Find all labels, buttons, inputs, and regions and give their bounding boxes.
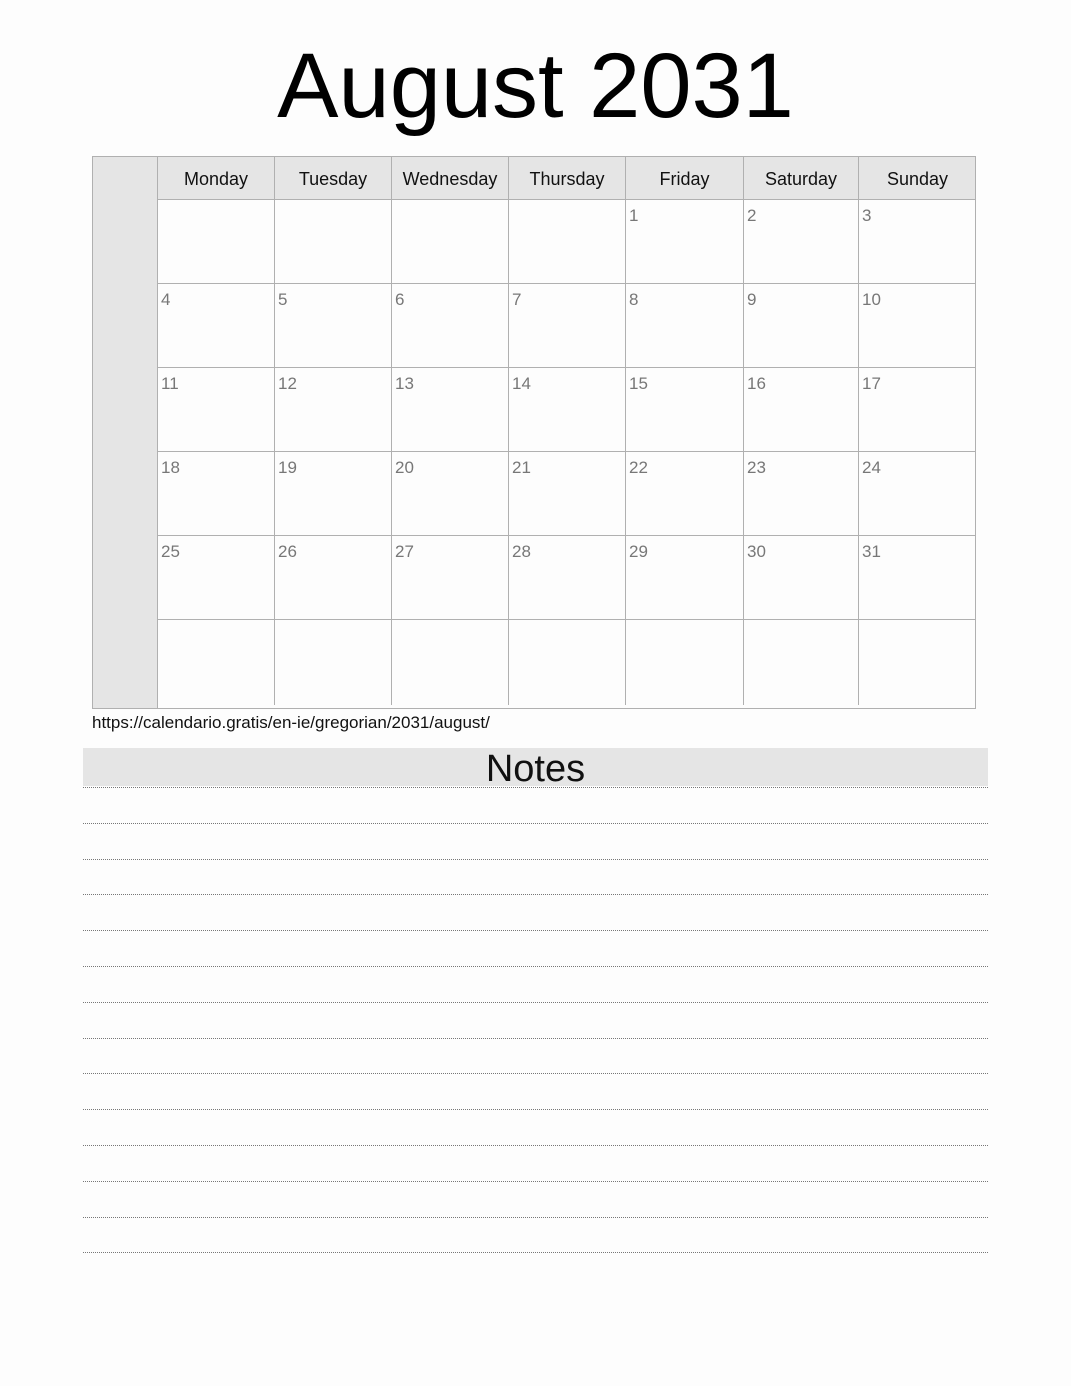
day-number: 9 — [747, 290, 757, 309]
day-cell[interactable] — [275, 620, 392, 705]
day-number: 13 — [395, 374, 414, 393]
day-cell[interactable] — [275, 368, 392, 451]
day-cell[interactable] — [744, 620, 859, 705]
day-number: 28 — [512, 542, 531, 561]
day-number: 20 — [395, 458, 414, 477]
day-cell[interactable] — [509, 620, 626, 705]
day-number: 11 — [161, 374, 179, 393]
day-cell[interactable] — [275, 284, 392, 367]
day-cell[interactable] — [626, 536, 744, 619]
day-number: 16 — [747, 374, 766, 393]
day-number: 30 — [747, 542, 766, 561]
weekday-wednesday: Wednesday — [392, 157, 509, 199]
day-number: 19 — [278, 458, 297, 477]
weekday-monday: Monday — [158, 157, 275, 199]
note-line — [83, 1073, 988, 1074]
day-number: 4 — [161, 290, 171, 309]
day-cell[interactable] — [626, 452, 744, 535]
notes-heading: Notes — [83, 748, 988, 786]
note-line — [83, 1252, 988, 1253]
day-cell[interactable] — [158, 284, 275, 367]
day-cell[interactable] — [744, 284, 859, 367]
day-cell[interactable] — [859, 536, 976, 619]
day-cell[interactable] — [744, 368, 859, 451]
day-cell[interactable] — [392, 200, 509, 283]
day-cell[interactable] — [509, 368, 626, 451]
day-number: 7 — [512, 290, 522, 309]
weekday-header — [158, 157, 975, 200]
day-cell[interactable] — [859, 452, 976, 535]
note-line — [83, 1217, 988, 1218]
day-cell[interactable] — [275, 536, 392, 619]
days-grid — [158, 200, 975, 708]
note-line — [83, 859, 988, 860]
day-cell[interactable] — [158, 620, 275, 705]
day-number: 24 — [862, 458, 881, 477]
day-number: 12 — [278, 374, 297, 393]
day-cell[interactable] — [859, 200, 976, 283]
note-line — [83, 823, 988, 824]
calendar-title: August 2031 — [277, 35, 794, 137]
day-number: 26 — [278, 542, 297, 561]
week-row — [158, 452, 975, 536]
note-line — [83, 1002, 988, 1003]
day-number: 27 — [395, 542, 414, 561]
day-number: 18 — [161, 458, 180, 477]
day-number: 2 — [747, 206, 757, 225]
day-cell[interactable] — [509, 284, 626, 367]
day-number: 1 — [629, 206, 639, 225]
day-number: 23 — [747, 458, 766, 477]
weekday-tuesday: Tuesday — [275, 157, 392, 199]
day-cell[interactable] — [509, 536, 626, 619]
day-cell[interactable] — [859, 620, 976, 705]
weekday-sunday: Sunday — [886, 169, 949, 189]
note-line — [83, 894, 988, 895]
day-cell[interactable] — [859, 284, 976, 367]
note-line — [83, 930, 988, 931]
week-number-column — [93, 157, 158, 708]
day-cell[interactable] — [158, 368, 275, 451]
week-row — [158, 368, 975, 452]
week-row — [158, 200, 975, 284]
day-cell[interactable] — [859, 368, 976, 451]
day-cell[interactable] — [392, 452, 509, 535]
day-number: 8 — [629, 290, 639, 309]
day-cell[interactable] — [744, 452, 859, 535]
day-number: 6 — [395, 290, 405, 309]
day-number: 5 — [278, 290, 288, 309]
day-cell[interactable] — [275, 200, 392, 283]
day-number: 15 — [629, 374, 648, 393]
day-cell[interactable] — [626, 620, 744, 705]
day-cell[interactable] — [626, 368, 744, 451]
day-cell[interactable] — [158, 200, 275, 283]
day-cell[interactable] — [158, 536, 275, 619]
day-cell[interactable] — [626, 284, 744, 367]
week-row — [158, 620, 975, 705]
day-number: 29 — [629, 542, 648, 561]
day-cell[interactable] — [392, 536, 509, 619]
source-url: https://calendario.gratis/en-ie/gregorian/2031/august/ — [92, 713, 490, 732]
day-cell[interactable] — [275, 452, 392, 535]
day-cell[interactable] — [392, 284, 509, 367]
note-line — [83, 966, 988, 967]
week-row — [158, 284, 975, 368]
day-cell[interactable] — [158, 452, 275, 535]
day-cell[interactable] — [509, 452, 626, 535]
day-cell[interactable] — [744, 200, 859, 283]
day-cell[interactable] — [626, 200, 744, 283]
day-cell[interactable] — [392, 620, 509, 705]
day-number: 14 — [512, 374, 531, 393]
day-cell[interactable] — [392, 368, 509, 451]
day-number: 22 — [629, 458, 648, 477]
day-cell[interactable] — [509, 200, 626, 283]
week-row — [158, 536, 975, 620]
weekday-thursday: Thursday — [509, 157, 626, 199]
note-line — [83, 1181, 988, 1182]
note-line — [83, 787, 988, 788]
day-number: 25 — [161, 542, 180, 561]
note-line — [83, 1145, 988, 1146]
day-number: 17 — [862, 374, 881, 393]
day-number: 21 — [512, 458, 531, 477]
day-number: 3 — [862, 206, 872, 225]
weekday-friday: Friday — [626, 157, 744, 199]
calendar-grid — [92, 156, 976, 709]
weekday-saturday: Saturday — [744, 157, 859, 199]
day-number: 10 — [862, 290, 881, 309]
day-number: 31 — [862, 542, 881, 561]
day-cell[interactable] — [744, 536, 859, 619]
note-line — [83, 1109, 988, 1110]
note-line — [83, 1038, 988, 1039]
